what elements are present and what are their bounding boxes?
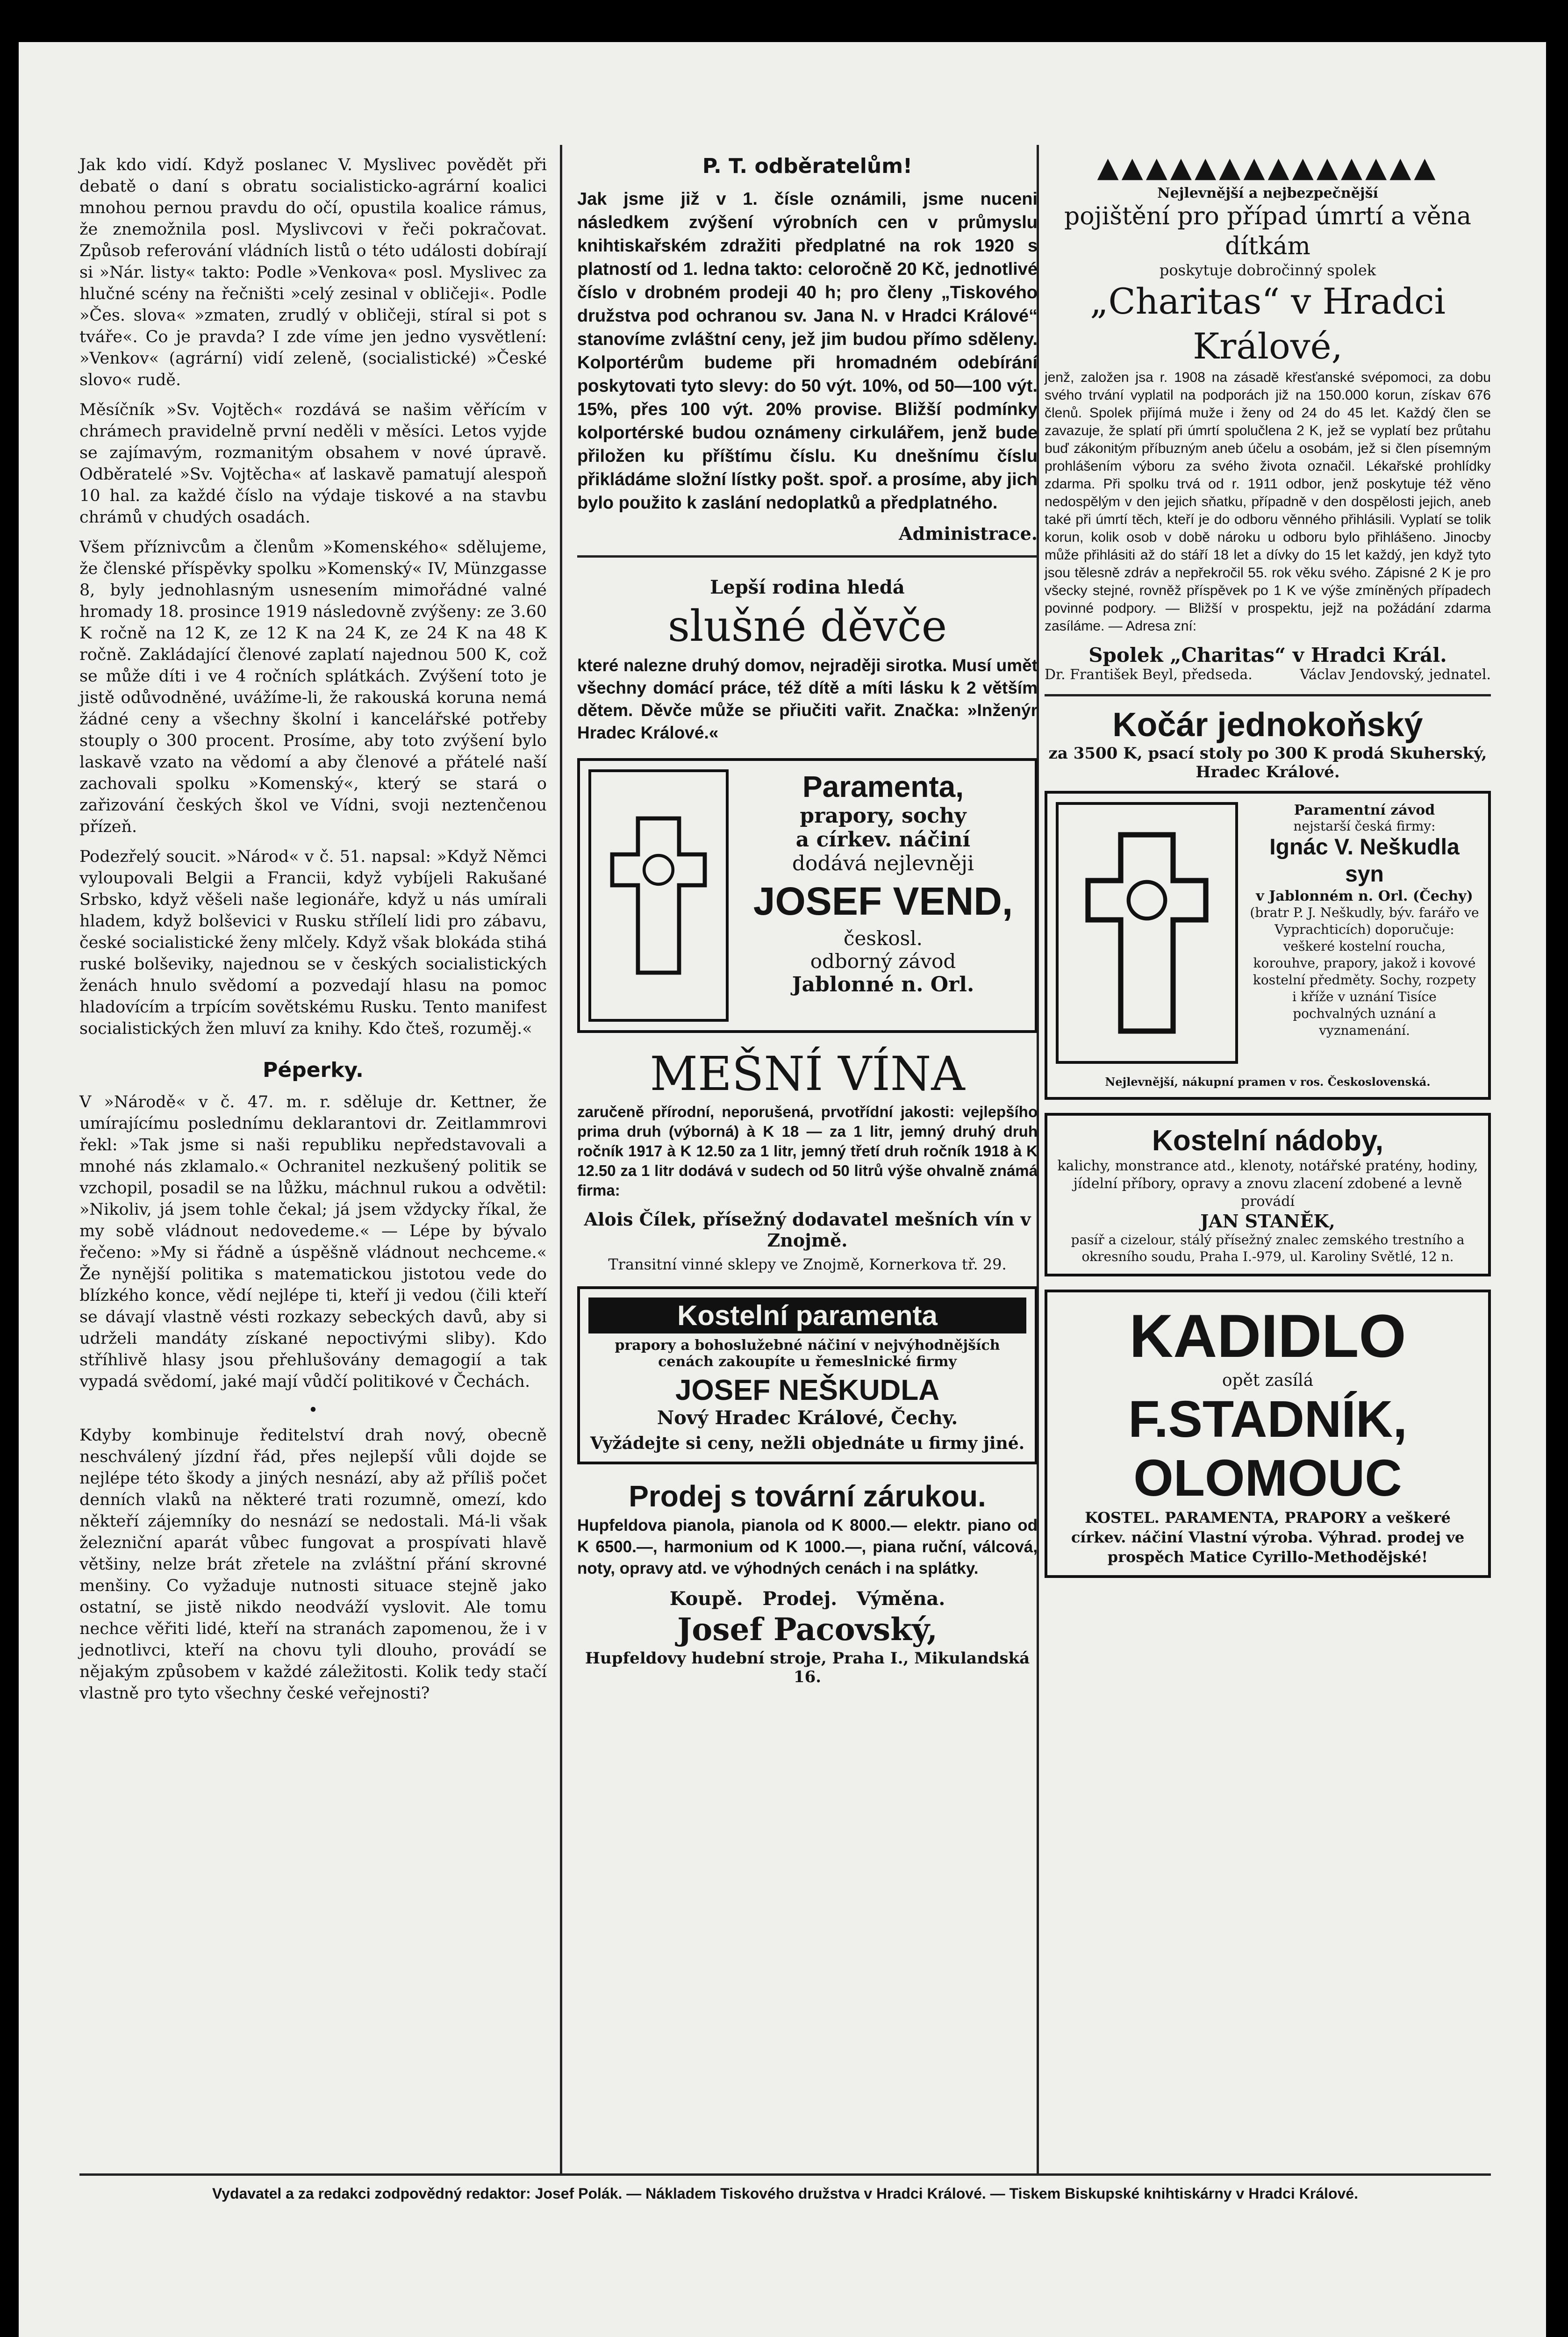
ad-wine-firm: Alois Čílek, přísežný dodavatel mešních vín v Znojmě.: [584, 1209, 1031, 1251]
column-right: [1045, 151, 1491, 1591]
cross-icon: [607, 788, 710, 1003]
article-jak-kdo-vidi: Jak kdo vidí. Když poslanec V. Myslivec povědět při debatě o daní s obratu socialisticko-agrární koalici mnohou pernou pravdu do očí, opustila koalice rámus, že znemožnila posl. Myslivcovi v řeči pokračovat. Způsob referování vládních listů o této události dobírají si »Nár. listy« takto: Podle »Venkova« posl. Myslivec za hlučné scény na řečništi »celý zesinal v obličeji«. Podle »Čes. slova« »zmaten, zrudlý v obličeji, stíral si pot s tváře«. Co je pravda? I zde víme jen jedno vysvětlení: »Venkov« (agrární) vidí zeleně, (socialistické) »České slovo« rudě.: [79, 156, 547, 389]
ad-kostelni-nadoby: [1045, 1113, 1491, 1276]
ad-sale-buy: Koupě. Prodej. Výměna.: [669, 1588, 945, 1610]
ad-vend-line7: Jablonné n. Orl.: [792, 973, 974, 996]
charitas-president: Dr. František Beyl, předseda.: [1045, 667, 1253, 683]
ad-girl-top: Lepší rodina hledá: [710, 576, 905, 598]
ad-sale-text: Hupfeldova pianola, pianola od K 8000.— elektr. piano od K 6500.—, harmonium od K 1000.—, piana ruční, válcová, noty, opravy atd. ve výhodných cenách i na splátky.: [577, 1516, 1038, 1577]
notice-heading: P. T. odběratelům!: [702, 154, 913, 178]
column-left: [79, 154, 547, 1713]
ad-girl-wanted: [577, 576, 1038, 744]
ad-neskudla-title: Kostelní paramenta: [588, 1298, 1026, 1333]
cross-icon: [1081, 821, 1212, 1045]
ad-ignac-neskudla: [1045, 791, 1491, 1100]
ad-josef-vend: [577, 758, 1038, 1033]
newspaper-page: [19, 42, 1546, 2337]
separator-dot: •: [308, 1401, 318, 1420]
kadidlo-name1: F.STADNÍK,: [1128, 1391, 1407, 1448]
section-heading-peperky: Péperky.: [263, 1058, 364, 1082]
charitas-heading: pojištění pro případ úmrtí a věna dítkám: [1064, 202, 1472, 260]
charitas-officers: [1045, 667, 1491, 683]
divider: [1045, 694, 1491, 696]
column-rule-left: [560, 145, 562, 2173]
ad-vend-line6: odborný závod: [810, 950, 956, 973]
vestment-cross-image: [588, 769, 729, 1022]
imprint-footer: Vydavatel a za redakci zodpovědný redaktor: Josef Polák. — Nákladem Tiskového družstva v Hradci Králové. — Tiskem Biskupské knihtiskárny v Hradci Králové.: [212, 2185, 1358, 2202]
nes2-footer: Nejlevnější, nákupní pramen v ros. Československá.: [1105, 1075, 1431, 1089]
nadoby-text: kalichy, monstrance atd., klenoty, notářské pratény, hodiny, jídelní příbory, opravy a znovu zlacení zdobené a levně provádí: [1057, 1158, 1478, 1210]
ad-sale-name: Josef Pacovský,: [677, 1611, 938, 1648]
nes2-sub: nejstarší česká firmy:: [1293, 818, 1436, 834]
footer-rule: [79, 2173, 1491, 2176]
ad-sale-address: Hupfeldovy hudební stroje, Praha I., Mikulandská 16.: [585, 1649, 1030, 1686]
ad-girl-title: slušné děvče: [667, 601, 947, 651]
ad-pacovsky: [577, 1477, 1038, 1686]
nes2-top: Paramentní závod: [1294, 802, 1435, 818]
column-middle: [577, 154, 1038, 1686]
charitas-signature: Spolek „Charitas“ v Hradci Král.: [1088, 644, 1447, 667]
divider: [577, 555, 1038, 558]
ad-wine-address: Transitní vinné sklepy ve Znojmě, Kornerkova tř. 29.: [608, 1255, 1007, 1273]
nes2-name: Ignác V. Neškudla syn: [1269, 835, 1460, 887]
ad-vend-line4: dodává nejlevněji: [792, 852, 974, 875]
nes2-place: v Jablonném n. Orl. (Čechy): [1256, 888, 1473, 904]
charitas-top: Nejlevnější a nejbezpečnější: [1157, 185, 1378, 201]
ad-sale-title: Prodej s tovární zárukou.: [629, 1479, 986, 1513]
charitas-by: poskytuje dobročinný spolek: [1159, 261, 1376, 279]
subscriber-notice: Jak jsme již v 1. čísle oznámili, jsme nuceni následkem zvýšení výrobních cen v průmyslu knihtiskařském zdražiti předplatné na rok 1920 s platností od 1. ledna takto: celoročně 20 Kč, jednotlivé číslo v drobném prodeji 40 h; pro členy „Tiskového družstva pod ochranou sv. Jana N. v Hradci Králové“ stanovíme zvláštní ceny, jež jim budou přímo sděleny. Kolportérům budeme při hromadném odebírání poskytovati tyto slevy: do 50 výt. 10%, od 50—100 výt. 15%, přes 100 výt. 20% provise. Bližší podmínky kolportérské budou oznámeny cirkulářem, jenž bude přiložen ku příštímu číslu. Ku dnešnímu číslu přikládáme složní lístky pošt. spoř. a prosíme, aby jich bylo použito k zaslání nedoplatků a předplatného.: [577, 189, 1038, 513]
kadidlo-title: KADIDLO: [1129, 1302, 1406, 1370]
kocar-title: Kočár jednokoňský: [1112, 706, 1423, 744]
article-svaty-vojtech: Měsíčník »Sv. Vojtěch« rozdává se našim věřícím v chrámech pravidelně první neděli v měsíci. Letos vyjde se zajímavým, rozmanitým obsahem v nové úpravě. Odběratelé »Sv. Vojtěcha« ať laskavě pamatují alespoň 10 hal. za každé číslo na výdaje tiskové a na stavbu chrámů v chudých osadách.: [79, 401, 547, 527]
ad-mesni-vina: [577, 1046, 1038, 1273]
nadoby-title: Kostelní nádoby,: [1152, 1125, 1383, 1157]
nes2-text: (bratr P. J. Neškudly, býv. farářo ve Vyprachticích) doporučuje: veškeré kostelní roucha, korouhve, prapory, jakož i kovové kostelní předměty. Sochy, rozpety i kříže v uznání Tisíce pochvalných uznání a vyznamenání.: [1250, 905, 1479, 1038]
kadidlo-text: KOSTEL. PARAMENTA, PRAPORY a veškeré církev. náčiní Vlastní výroba. Výhrad. prodej ve prospěch Matice Cyrillo-Methodějské!: [1071, 1509, 1465, 1566]
ad-vend-name: JOSEF VEND,: [753, 879, 1013, 923]
ad-kocar: [1045, 706, 1491, 781]
kocar-text: za 3500 K, psací stoly po 300 K prodá Skuherský, Hradec Králové.: [1048, 744, 1487, 781]
ad-josef-neskudla: [577, 1286, 1038, 1464]
kadidlo-line2: opět zasílá: [1222, 1371, 1314, 1390]
ad-vend-title: Paramenta,: [802, 770, 964, 803]
charitas-text: jenž, založen jsa r. 1908 na zásadě křesťanské svépomoci, za dobu svého trvání vyplatil na podporách již na 150.000 korun, získav 676 členů. Spolek přijímá muže i ženy od 24 do 45 let. Každý člen se zavazuje, že splatí při úmrtí spolučlena 2 K, jež se vyplatí bez průtahu buď zákonitým příbuzným aneb účelu a osobám, jež si člen písemným prohlášením výboru za svého života označil. Lékařské prohlídky zdarma. Při spolku trvá od r. 1911 odbor, jenž poskytuje též věno nedospělým v den jejich sňatku, případně v den dospělosti jejich, aneb také při úmrtí těch, kteří je do odboru věnného přihlásili. Vyplatí se tolik korun, kolik osob v době nároku u odboru bylo přihlášeno. Jinocby může přihlásiti až do stáří 18 let a dívky do 15 let každý, jen když tyto jsou tělesně zdráv a nepřekročil 55. rok věku svého. Zápisné 2 K je pro všecky stejné, rovněž příspěvek po 1 K ve výše zmíněných případech povinné podpory. — Bližší v prospektu, jejž na požádání zdarma zasíláme. — Adresa zní:: [1045, 370, 1491, 634]
ad-neskudla-sub: prapory a bohoslužebné náčiní v nejvýhodnějších cenách zakoupíte u řemeslnické firmy: [615, 1337, 1000, 1370]
ad-wine-title: MEŠNÍ VÍNA: [650, 1047, 965, 1101]
ad-girl-text: které nalezne druhý domov, nejraději sirotka. Musí umět všechny domácí práce, též dítě a míti lásku k 2 větším dětem. Děvče může se přiučiti vařit. Značka: »Inženýr Hradec Králové.«: [577, 656, 1038, 742]
article-komensky: Všem příznivcům a členům »Komenského« sdělujeme, že členské příspěvky spolku »Komenský« IV, Münzgasse 8, byly jednohlasným usnesením mimořádné valné hromady 18. prosince 1919 následovně zvýšeny: ze 3.60 K ročně na 12 K, ze 12 K na 24 K, ze 24 K na 48 K ročně. Zakládající členové zaplatí najednou 500 K, což se může díti i ve 4 ročních splátkách. Zvýšení toto je jistě odůvodněné, uvážíme-li, že rakouská koruna nemá žádné ceny a všechny školní i kancelářské potřeby stouply o 300 procent. Prosíme, aby toto zvýšení bylo laskavě vzato na vědomí a aby členové a přátelé naší zachovali spolku »Komenský«, který se stará o zařizování českých škol ve Vídni, svoji neztenčenou přízeň.: [79, 538, 547, 836]
nadoby-address: pasíř a cizelour, stálý přísežný znalec zemského trestního a okresního soudu, Praha I.-979, ul. Karoliny Světlé, 12 n.: [1071, 1232, 1465, 1264]
charitas-secretary: Václav Jendovský, jednatel.: [1300, 667, 1491, 683]
charitas-name: „Charitas“ v Hradci Králové,: [1090, 280, 1446, 367]
article-podezrely-soucit: Podezřelý soucit. »Národ« v č. 51. napsal: »Když Němci vyloupovali Belgii a Francii, když vybíjeli Rakušané Srbsko, když věšeli naše legionáře, když u nás umírali hladem, když bolševici v Rusku střílelí lidi pro zábavu, české socialistické ženy mlčely. Když však blokáda stihá ruské bolševiky, najednou se v českých socialistických ženách hnulo svědomí a pozvedají hlasu na pomoc hladovícím a trpícím sovětskému Rusku. Tento manifest socialistických žen mluví za knihy. Kdo čteš, rozuměj.«: [79, 847, 547, 1038]
decorative-triangle-border: ▲▲▲▲▲▲▲▲▲▲▲▲▲▲: [1097, 151, 1439, 184]
ad-wine-text: zaručeně přírodní, neporušená, prvotřídní jakosti: vejlepšího prima druh (výborná) à K 18 — za 1 litr, jemný druhý druh ročník 1917 à K 12.50 za 1 litr, jemný třetí druh ročník 1918 à K 12.50 za 1 litr dodává v sudech od 50 litrů výše ohvalně známá firma:: [577, 1103, 1038, 1199]
ad-neskudla-name: JOSEF NEŠKUDLA: [675, 1374, 939, 1406]
ad-kadidlo: [1045, 1290, 1491, 1578]
ad-vend-line3: a církev. náčiní: [795, 828, 971, 852]
article-jizdni-rad: Kdyby kombinuje ředitelství drah nový, obecně neschválený jízdní řád, přes nejlepší vůli dojde se nejlépe této škody a jiných nesnází, aby až příliš počet denních vlaků na některé trati rozumně, omezí, kdo někteří zájemníky do nesnází se nedostali. Má-li však železniční aparát vůbec fungovat a prospívati hlavě většiny, nelze brát zřetele na zvláštní přání skrovné menšiny. Co vyžaduje nutnosti situace stejně jako ostatní, se jistě nikdo neodváží vyslovit. Ale tomu nechce věřiti lidé, kteří na stranách zapomenou, že i v jednotlivci, kteří na chovu tyli dlouho, provádí se nějakým způsobem v každé záležitosti. Kolik tedy stačí vlastně pro tyto všechny české veřejnosti?: [79, 1426, 547, 1703]
ad-neskudla-place: Nový Hradec Králové, Čechy.: [657, 1407, 958, 1429]
nadoby-name: JAN STANĚK,: [1200, 1211, 1335, 1232]
ad-neskudla-note: Vyžádejte si ceny, nežli objednáte u firmy jiné.: [590, 1434, 1025, 1453]
vestment-cross-image-2: [1056, 802, 1238, 1064]
kadidlo-name2: OLOMOUC: [1133, 1449, 1402, 1507]
ad-vend-line5: českosl.: [843, 927, 923, 950]
article-peperky: V »Národě« v č. 47. m. r. sděluje dr. Kettner, že umírajícímu poslednímu deklarantovi dr. Zeitlammrovi řekl: »Tak jsme si naši republiku nepředstavovali a mnohé nás zklamalo.« Ochranitel nezkušený politik se vzchopil, posadil se na lůžku, máchnul rukou a odvětil: »Nikoliv, já jsem tohle čekal; já jsem vždycky říkal, že my sobě vládnout nedovedeme.« — Lépe by bývalo řečeno: »My si řádně a úspěšně vládnout nechceme.« Že nynější politika s matematickou jistotou vede do blízkého konce, vědí nejlépe ti, kteří ji vedou (čili kteří se dávají vlastně vésti rozkazy sebeckých davů, aby si udrželi mandáty získané nepoctivými sliby). Kdo stříhlivě hlasy jsou přehlušovány demagogií a tak vypadá svědomí, jaké mají vůdčí politikové v Čechách.: [79, 1093, 547, 1391]
ad-charitas: [1045, 185, 1491, 683]
notice-signature: Administrace.: [899, 523, 1038, 544]
ad-vend-line2: prapory, sochy: [800, 804, 967, 828]
